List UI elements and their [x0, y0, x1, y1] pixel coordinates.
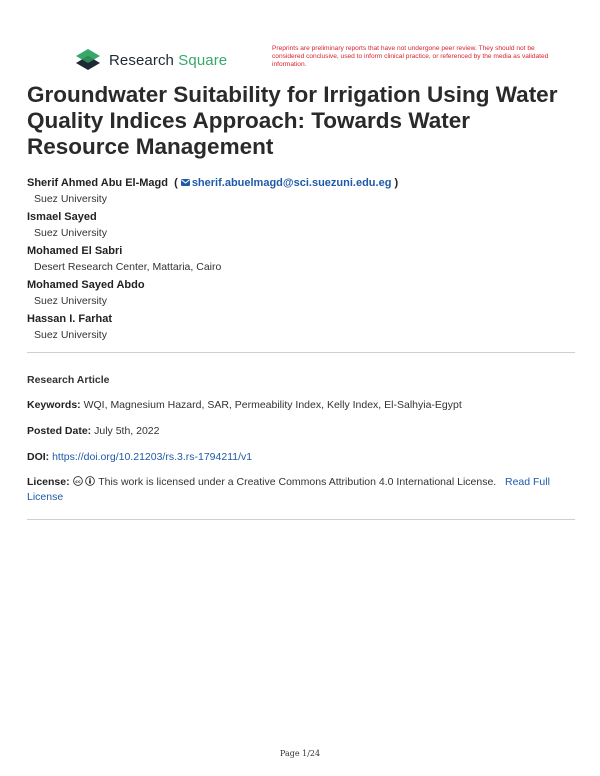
doi-label: DOI: — [27, 451, 50, 463]
research-square-logo[interactable] — [74, 49, 227, 71]
article-type: Research Article — [27, 374, 110, 386]
author-email: sherif.abuelmagd@sci.suezuni.edu.eg — [191, 177, 392, 189]
author-affiliation-5: Suez University — [34, 329, 107, 341]
author-name-3: Mohamed El Sabri — [27, 245, 123, 257]
page-header — [0, 0, 600, 80]
paper-title: Groundwater Suitability for Irrigation Using Water Quality Indices Approach: Towards Water Resource Management — [27, 82, 558, 159]
posted-date-label: Posted Date: — [27, 425, 92, 437]
attribution-icon — [85, 476, 95, 486]
author-affiliation-2: Suez University — [34, 227, 107, 239]
read-full-license-link[interactable]: Read Full License — [27, 476, 550, 503]
research-square-logo-icon — [74, 49, 102, 71]
logo-text — [109, 52, 227, 69]
license-line — [27, 475, 575, 505]
page-number: Page 1/24 — [279, 749, 321, 758]
logo-text-accent: Square — [178, 51, 228, 69]
author-affiliation-1: Suez University — [34, 193, 107, 205]
svg-text:cc: cc — [74, 479, 81, 485]
posted-date-line — [27, 424, 575, 439]
author-name-4: Mohamed Sayed Abdo — [27, 279, 145, 291]
preprint-disclaimer: Preprints are preliminary reports that have not undergone peer review. They should not be considered conclusive, used to inform clinical practice, or referenced by the media as validated information. — [272, 45, 549, 69]
envelope-icon — [181, 179, 190, 186]
author-1-name: Sherif Ahmed Abu El-Magd — [27, 177, 168, 189]
author-affiliation-3: Desert Research Center, Mattaria, Cairo — [34, 261, 222, 273]
author-name-5: Hassan I. Farhat — [27, 313, 112, 325]
creative-commons-icon — [73, 476, 83, 486]
license-text: This work is licensed under a Creative Commons Attribution 4.0 International License. — [98, 476, 497, 488]
doi-line — [27, 450, 575, 465]
logo-text-primary: Research — [109, 51, 174, 69]
author-name-2: Ismael Sayed — [27, 211, 97, 223]
author-email-link[interactable] — [181, 177, 392, 189]
posted-date-value: July 5th, 2022 — [94, 425, 160, 437]
author-list — [27, 176, 575, 342]
paper-content — [27, 80, 575, 520]
license-label: License: — [27, 476, 70, 488]
author-name-1: Sherif Ahmed Abu El-Magd ( sherif.abuelmagd@sci.suezuni.edu.eg ) — [27, 177, 399, 189]
keywords-label: Keywords: — [27, 399, 81, 411]
author-affiliation-4: Suez University — [34, 295, 107, 307]
keywords-value: WQI, Magnesium Hazard, SAR, Permeability Index, Kelly Index, El-Salhyia-Egypt — [83, 399, 462, 411]
divider-top — [27, 352, 575, 353]
doi-link[interactable]: https://doi.org/10.21203/rs.3.rs-1794211/v1 — [52, 451, 253, 463]
divider-bottom — [27, 519, 575, 520]
keywords-line — [27, 398, 575, 413]
